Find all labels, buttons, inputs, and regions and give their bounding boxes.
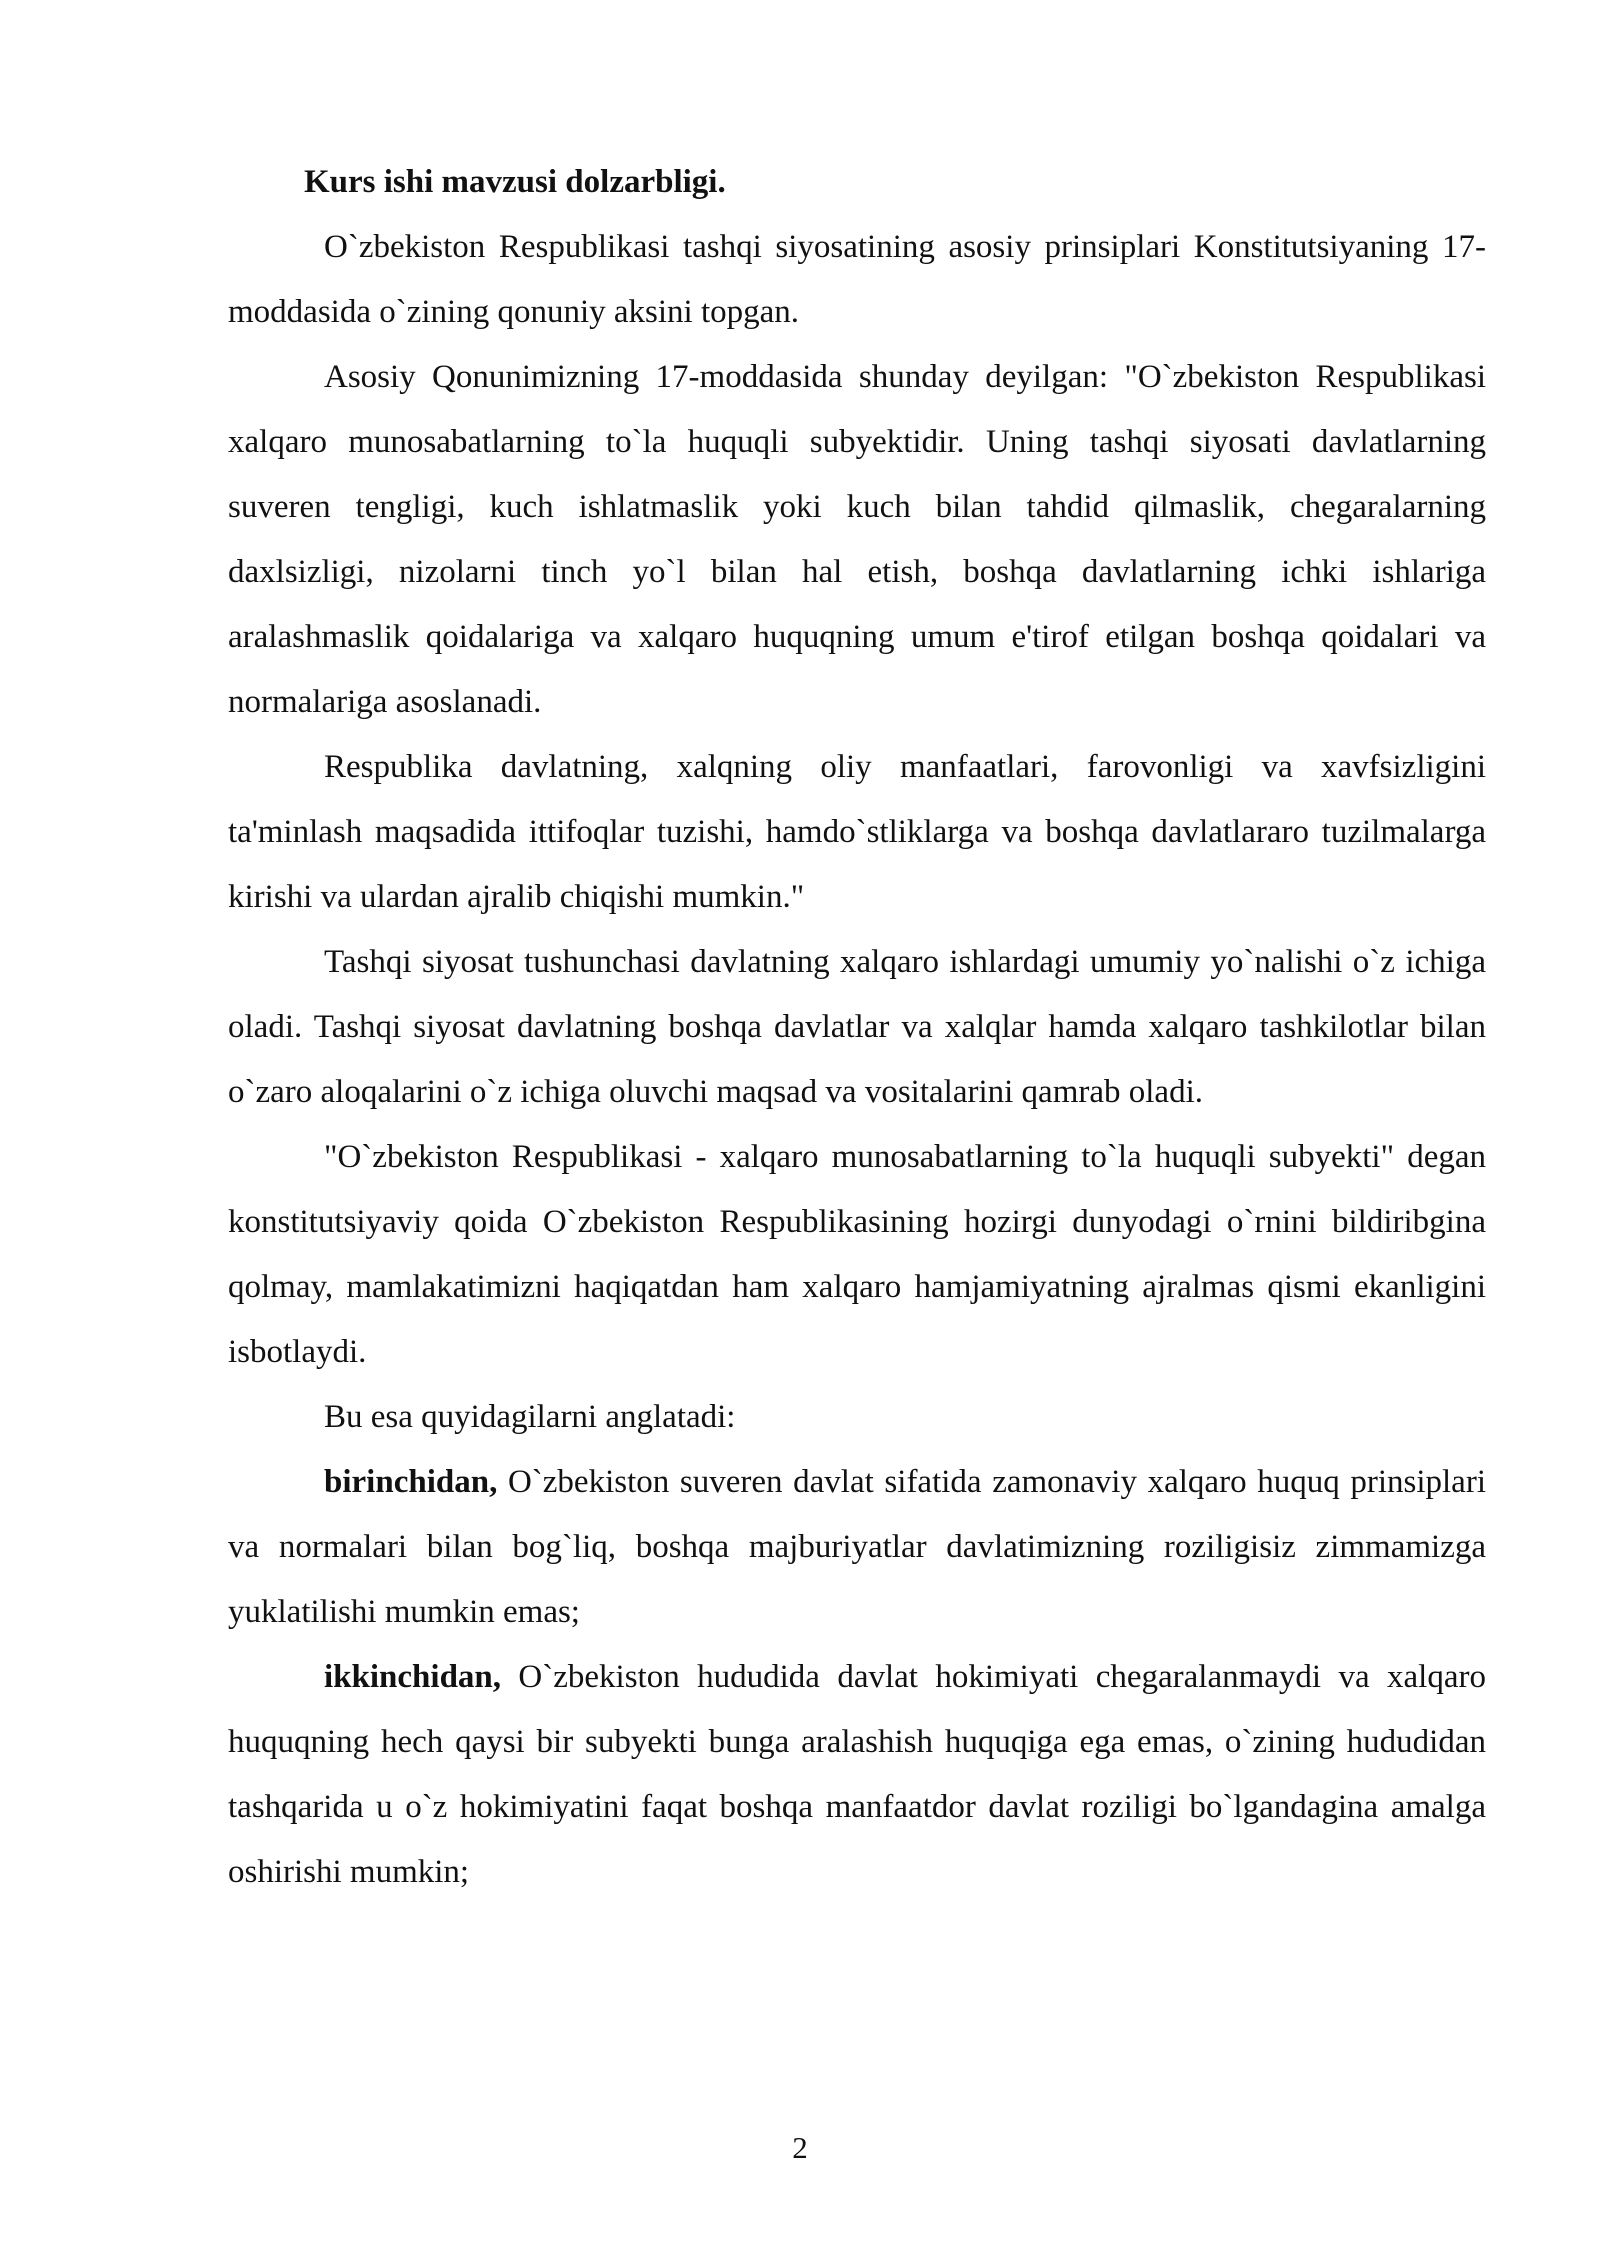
paragraph-text: Tashqi siyosat tushunchasi davlatning xalqaro ishlardagi umumiy yo`nalishi o`z ichiga oladi. Tashqi siyosat davlatning boshqa davlatlar va xalqlar hamda xalqaro tashkilotlar bilan o`zaro aloqalarini o`z ichiga oluvchi maqsad va vositalarini qamrab oladi.: [228, 944, 1486, 1110]
paragraph-6: [228, 1385, 1486, 1450]
paragraph-lead: birinchidan,: [324, 1464, 498, 1500]
paragraph-text: O`zbekiston hududida davlat hokimiyati chegaralanmaydi va xalqaro huquqning hech qaysi bir subyekti bunga aralashish huquqiga ega emas, o`zining hududidan tashqarida u o`z hokimiyatini faqat boshqa manfaatdor davlat roziligi bo`lgandagina amalga oshirishi mumkin;: [228, 1659, 1486, 1890]
paragraph-text: Asosiy Qonunimizning 17-moddasida shunday deyilgan: "O`zbekiston Respublikasi xalqaro munosabatlarning to`la huquqli subyektidir. Uning tashqi siyosati davlatlarning suveren tengligi, kuch ishlatmaslik yoki kuch bilan tahdid qilmaslik, chegaralarning daxlsizligi, nizolarni tinch yo`l bilan hal etish, boshqa davlatlarning ichki ishlariga aralashmaslik qoidalariga va xalqaro huquqning umum e'tirof etilgan boshqa qoidalari va normalariga asoslanadi.: [228, 359, 1486, 720]
paragraph-5: [228, 1125, 1486, 1385]
page-content: [228, 150, 1486, 1905]
paragraph-8: [228, 1645, 1486, 1905]
page-number: 2: [792, 2130, 808, 2165]
paragraph-text: O`zbekiston suveren davlat sifatida zamonaviy xalqaro huquq prinsiplari va normalari bilan bog`liq, boshqa majburiyatlar davlatimizning roziligisiz zimmamizga yuklatilishi mumkin emas;: [228, 1464, 1486, 1630]
paragraph-text: "O`zbekiston Respublikasi - xalqaro munosabatlarning to`la huquqli subyekti" degan konstitutsiyaviy qoida O`zbekiston Respublikasining hozirgi dunyodagi o`rnini bildiribgina qolmay, mamlakatimizni haqiqatdan ham xalqaro hamjamiyatning ajralmas qismi ekanligini isbotlaydi.: [228, 1139, 1486, 1370]
paragraph-text: O`zbekiston Respublikasi tashqi siyosatining asosiy prinsiplari Konstitutsiyaning 17-moddasida o`zining qonuniy aksini topgan.: [228, 229, 1486, 330]
paragraph-7: [228, 1450, 1486, 1645]
paragraph-1: [228, 215, 1486, 345]
paragraph-text: Respublika davlatning, xalqning oliy manfaatlari, farovonligi va xavfsizligini ta'minlash maqsadida ittifoqlar tuzishi, hamdo`stliklarga va boshqa davlatlararo tuzilmalarga kirishi va ulardan ajralib chiqishi mumkin.": [228, 749, 1486, 915]
paragraph-text: Bu esa quyidagilarni anglatadi:: [324, 1399, 736, 1435]
paragraph-3: [228, 735, 1486, 930]
section-title: Kurs ishi mavzusi dolzarbligi.: [304, 164, 726, 200]
paragraph-4: [228, 930, 1486, 1125]
paragraph-2: [228, 345, 1486, 735]
paragraph-lead: ikkinchidan,: [324, 1659, 502, 1695]
